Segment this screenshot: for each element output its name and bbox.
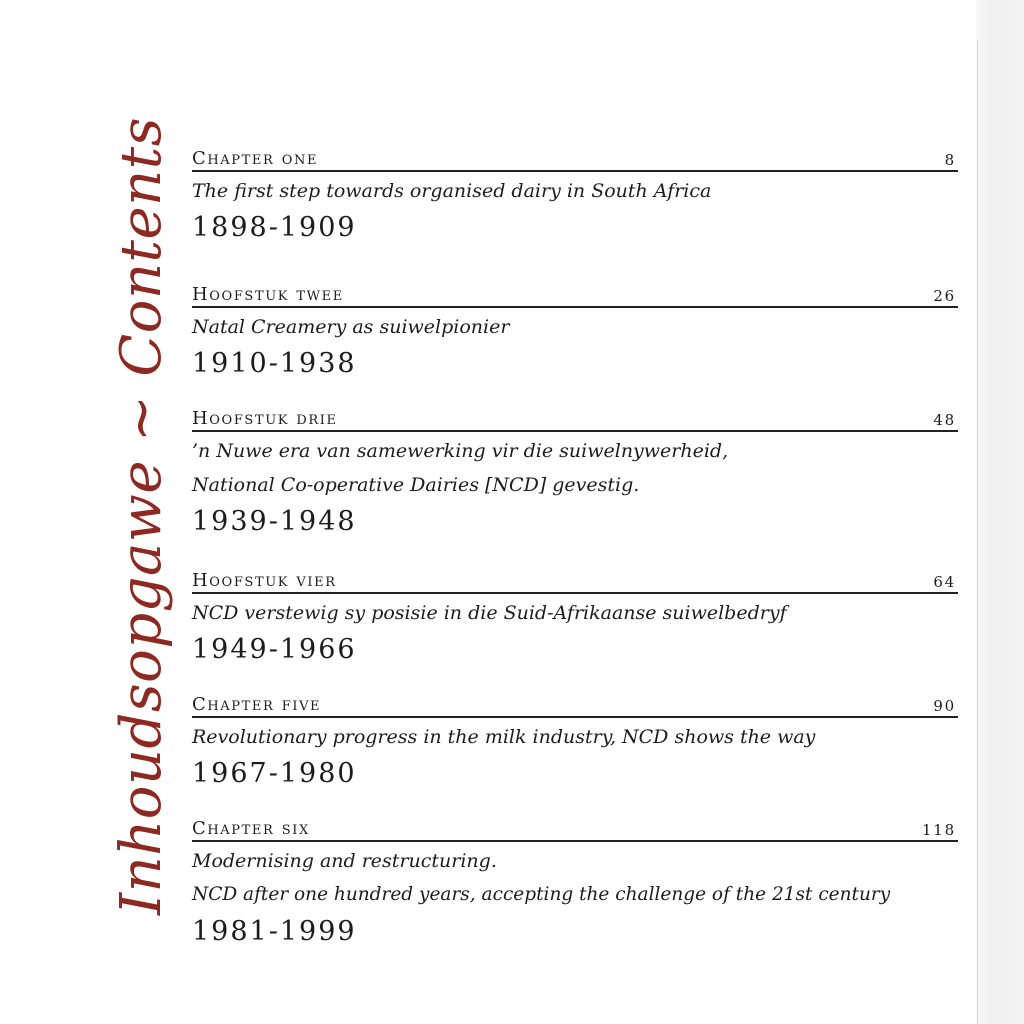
page-number: 118 [921,821,956,839]
entry-header [192,148,958,172]
entry-header [192,818,958,842]
toc-entry-hoofstuk-vier[interactable] [192,570,958,663]
chapter-label: Hoofstuk vier [192,570,337,591]
vertical-title-afrikaans: Inhoudsopgawe [109,460,174,916]
chapter-description: Natal Creamery as suiwelpionier [192,316,510,338]
chapter-description-line-2: NCD after one hundred years, accepting the challenge of the 21st century [192,884,891,905]
chapter-description-line-1: Modernising and restructuring. [192,850,497,872]
chapter-description-line-2: National Co-operative Dairies [NCD] gevestig. [192,474,640,496]
title-separator: ~ [109,394,174,443]
chapter-label: Chapter one [192,148,319,169]
page-number: 8 [944,151,956,169]
toc-entry-chapter-one[interactable] [192,148,958,241]
chapter-description: Revolutionary progress in the milk industry, NCD shows the way [192,726,816,748]
toc-entry-chapter-five[interactable] [192,694,958,787]
chapter-description-line-1: ’n Nuwe era van samewerking vir die suiwelnywerheid, [192,440,729,462]
chapter-years: 1981-1999 [192,916,357,947]
page-number: 26 [933,287,956,305]
chapter-years: 1910-1938 [192,348,357,379]
vertical-title [109,116,174,916]
page-number: 64 [933,573,956,591]
entry-header [192,408,958,432]
chapter-description: The first step towards organised dairy in South Africa [192,180,712,202]
toc-entry-hoofstuk-twee[interactable] [192,284,958,377]
chapter-years: 1939-1948 [192,506,357,537]
vertical-title-english: Contents [109,116,174,377]
page-edge [976,0,1024,1024]
page-edge-line [977,40,978,1024]
entry-header [192,284,958,308]
chapter-label: Chapter six [192,818,310,839]
entry-header [192,694,958,718]
chapter-label: Hoofstuk drie [192,408,338,429]
chapter-years: 1898-1909 [192,212,357,243]
entry-header [192,570,958,594]
chapter-description: NCD verstewig sy posisie in die Suid-Afrikaanse suiwelbedryf [192,602,787,624]
toc-entry-hoofstuk-drie[interactable] [192,408,958,535]
toc-entry-chapter-six[interactable] [192,818,958,945]
page-number: 48 [933,411,956,429]
chapter-years: 1967-1980 [192,758,357,789]
chapter-years: 1949-1966 [192,634,357,665]
chapter-label: Chapter five [192,694,322,715]
chapter-label: Hoofstuk twee [192,284,344,305]
page-number: 90 [933,697,956,715]
